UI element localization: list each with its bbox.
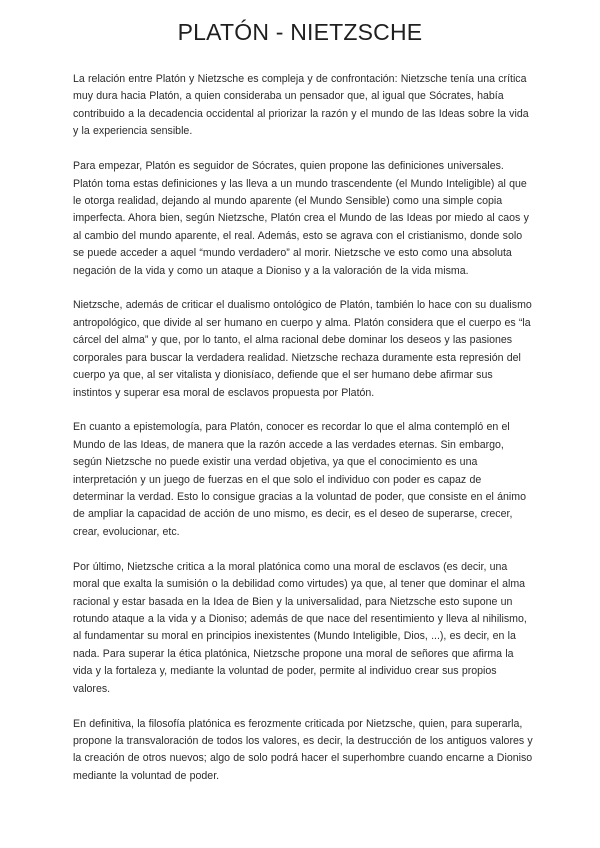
- paragraph-intro: La relación entre Platón y Nietzsche es compleja y de confrontación: Nietzsche tenía una crítica muy dura hacia Platón, a quien consideraba un pensador que, al igual que Sócrates, había contribuido a la decadencia occidental al priorizar la razón y el mundo de las Ideas sobre la vida y la experiencia sensible.: [73, 73, 529, 138]
- paragraph-conclusion: En definitiva, la filosofía platónica es ferozmente criticada por Nietzsche, quien, para superarla, propone la transvaloración de todos los valores, es decir, la destrucción de los antiguos valores y la creación de otros nuevos; algo de solo podrá hacer el superhombre cuando encarne a Dioniso mediante la voluntad de poder.: [73, 717, 533, 782]
- paragraph-ethics: Por último, Nietzsche critica a la moral platónica como una moral de esclavos (es decir, una moral que exalta la sumisión o la debilidad como virtudes) ya que, al tener que dominar el alma racional y estar basada en la Idea de Bien y la universalidad, para Nietzsche esto supone un rotundo ataque a la vida y a Dioniso; además de que nace del resentimiento y lleva al nihilismo, al fundamentar su moral en principios inexistentes (Mundo Inteligible, Dios, ...), es decir, en la nada. Para superar la ética platónica, Nietzsche propone una moral de señores que afirma la vida y la fortaleza y, mediante la voluntad de poder, permite al individuo crear sus propios valores.: [73, 560, 527, 695]
- paragraph-anthropology: Nietzsche, además de criticar el dualismo ontológico de Platón, también lo hace con su dualismo antropológico, que divide al ser humano en cuerpo y alma. Platón considera que el cuerpo es “la cárcel del alma” y que, por lo tanto, el alma racional debe dominar los deseos y las pasiones corporales para buscar la verdadera realidad. Nietzsche rechaza duramente esta represión del cuerpo ya que, al ser vitalista y dionisíaco, defiende que el ser humano debe afirmar sus instintos y superar esa moral de esclavos propuesta por Platón.: [73, 299, 532, 399]
- document-body: [73, 71, 533, 803]
- paragraph-ontology: Para empezar, Platón es seguidor de Sócrates, quien propone las definiciones universales. Platón toma estas definiciones y las lleva a un mundo trascendente (el Mundo Inteligible) al que le otorga realidad, dejando al mundo aparente (el Mundo Sensible) como una simple copia imperfecta. Ahora bien, según Nietzsche, Platón crea el Mundo de las Ideas por miedo al caos y al cambio del mundo aparente, el real. Además, esto se agrava con el cristianismo, donde solo se puede acceder a aquel “mundo verdadero” al morir. Nietzsche ve esto como una absoluta negación de la vida y como un ataque a Dioniso y a la valoración de la vida misma.: [73, 160, 529, 277]
- paragraph-epistemology: En cuanto a epistemología, para Platón, conocer es recordar lo que el alma contempló en el Mundo de las Ideas, de manera que la razón accede a las verdades eternas. Sin embargo, según Nietzsche no puede existir una verdad objetiva, ya que el conocimiento es una interpretación y un juego de fuerzas en el que solo el individuo con poder es capaz de determinar la verdad. Esto lo consigue gracias a la voluntad de poder, que consiste en el ánimo de ampliar la capacidad de acción de uno mismo, es decir, es el deseo de superarse, crecer, crear, evolucionar, etc.: [73, 421, 526, 538]
- page-title: PLATÓN - NIETZSCHE: [177, 19, 423, 45]
